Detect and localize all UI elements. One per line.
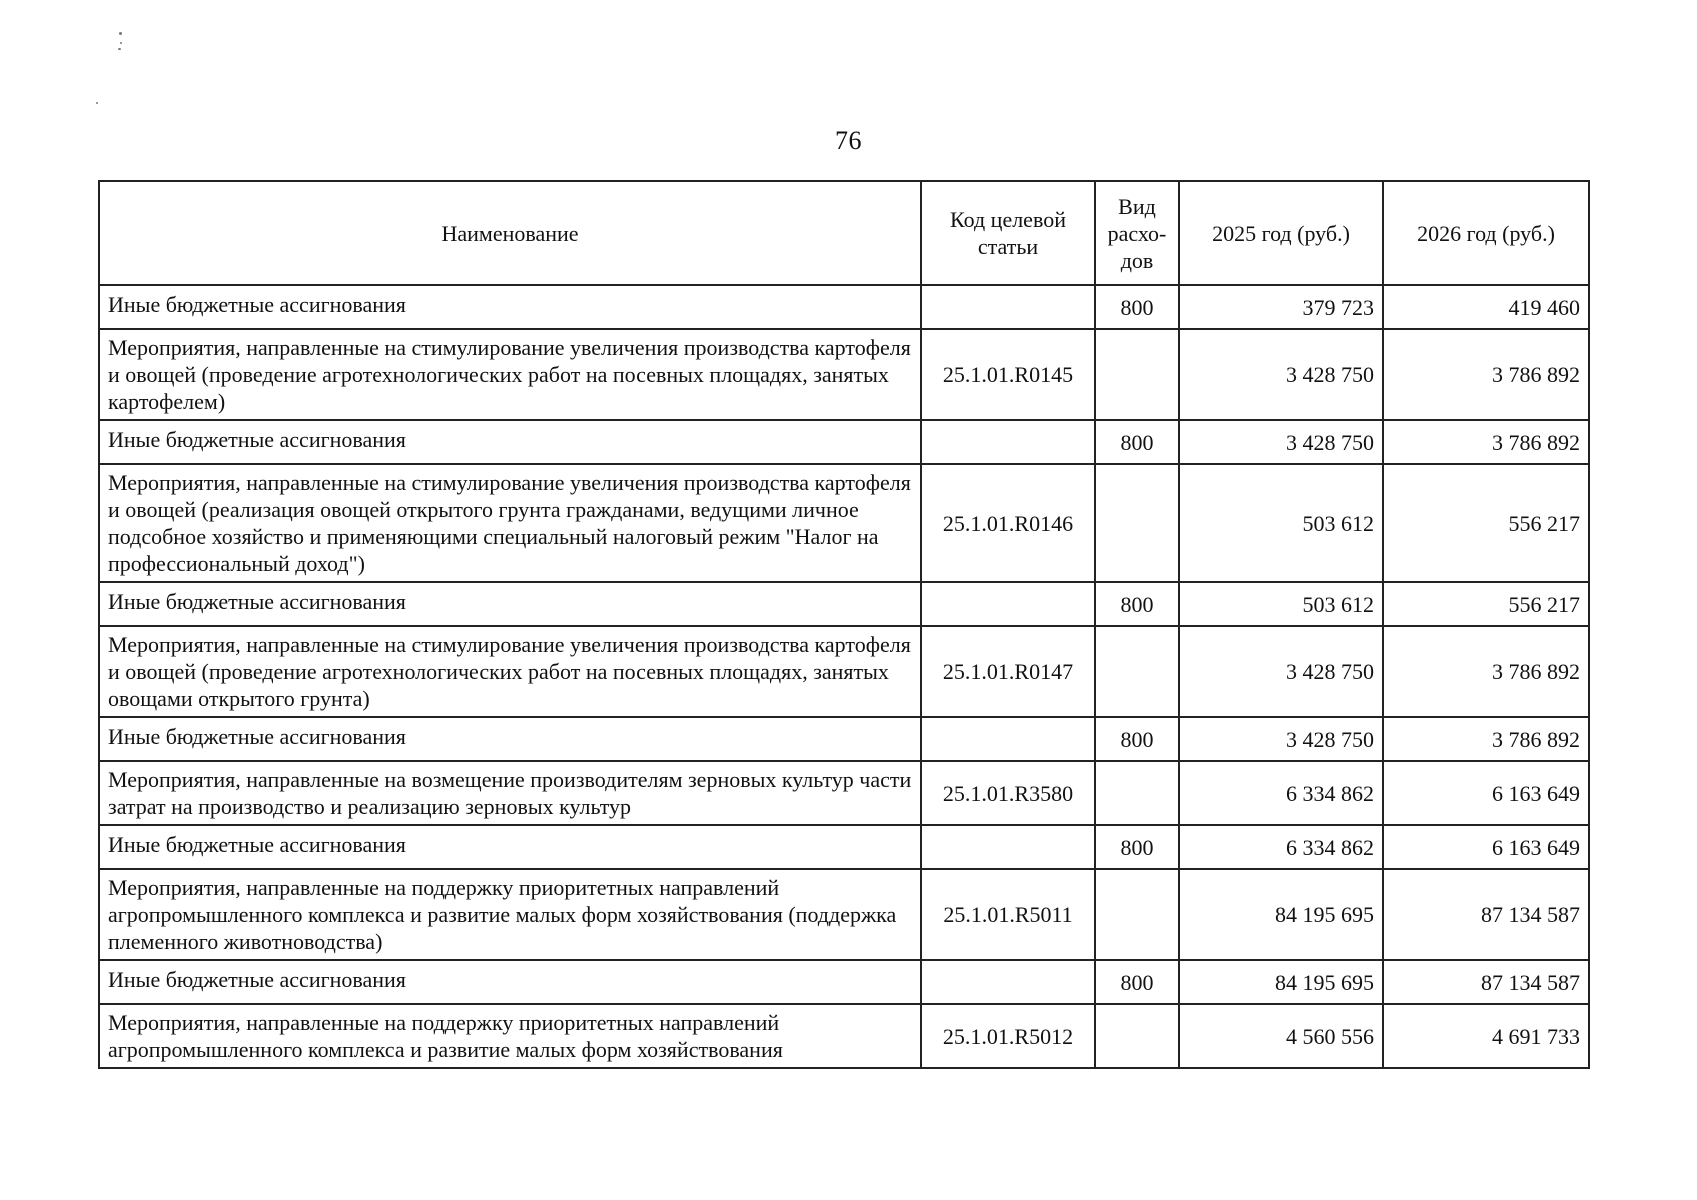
cell-2025: 3 428 750	[1179, 420, 1383, 464]
cell-code	[921, 825, 1095, 869]
scan-specks	[118, 30, 128, 110]
cell-name: Мероприятия, направленные на поддержку приоритетных направлений агропромышленного комплекса и развитие малых форм хозяйствования	[99, 1004, 921, 1068]
cell-2025: 503 612	[1179, 582, 1383, 626]
cell-2025: 6 334 862	[1179, 761, 1383, 825]
cell-code: 25.1.01.R0145	[921, 329, 1095, 420]
table-row	[99, 717, 1589, 761]
header-2025: 2025 год (руб.)	[1179, 181, 1383, 285]
cell-2026: 6 163 649	[1383, 825, 1589, 869]
table-row	[99, 1004, 1589, 1068]
header-code: Код целевой статьи	[921, 181, 1095, 285]
cell-code: 25.1.01.R3580	[921, 761, 1095, 825]
cell-2026: 87 134 587	[1383, 960, 1589, 1004]
cell-expense-type: 800	[1095, 717, 1179, 761]
cell-2026: 3 786 892	[1383, 329, 1589, 420]
cell-name: Мероприятия, направленные на поддержку приоритетных направлений агропромышленного комплекса и развитие малых форм хозяйствования (поддержка племенного животноводства)	[99, 869, 921, 960]
page-number: 76	[835, 126, 862, 155]
cell-expense-type: 800	[1095, 825, 1179, 869]
table-body	[99, 285, 1589, 1068]
cell-name: Мероприятия, направленные на стимулирование увеличения производства картофеля и овощей (реализация овощей открытого грунта гражданами, ведущими личное подсобное хозяйство и применяющими специальный налоговый режим "Налог на профессиональный доход")	[99, 464, 921, 582]
cell-expense-type: 800	[1095, 960, 1179, 1004]
cell-code	[921, 420, 1095, 464]
cell-code: 25.1.01.R5011	[921, 869, 1095, 960]
cell-2026: 87 134 587	[1383, 869, 1589, 960]
cell-expense-type	[1095, 626, 1179, 717]
cell-expense-type: 800	[1095, 285, 1179, 329]
table-row	[99, 869, 1589, 960]
table-row	[99, 285, 1589, 329]
cell-2025: 3 428 750	[1179, 329, 1383, 420]
cell-code	[921, 960, 1095, 1004]
cell-code: 25.1.01.R5012	[921, 1004, 1095, 1068]
cell-code	[921, 582, 1095, 626]
cell-expense-type	[1095, 869, 1179, 960]
table-row	[99, 825, 1589, 869]
cell-name: Иные бюджетные ассигнования	[99, 960, 921, 1004]
header-expense-type: Вид расхо-дов	[1095, 181, 1179, 285]
cell-2026: 556 217	[1383, 582, 1589, 626]
cell-name: Иные бюджетные ассигнования	[99, 717, 921, 761]
cell-expense-type	[1095, 1004, 1179, 1068]
cell-2025: 3 428 750	[1179, 717, 1383, 761]
table-header	[99, 181, 1589, 285]
header-2026: 2026 год (руб.)	[1383, 181, 1589, 285]
cell-2025: 4 560 556	[1179, 1004, 1383, 1068]
header-name: Наименование	[99, 181, 921, 285]
cell-2026: 556 217	[1383, 464, 1589, 582]
cell-name: Мероприятия, направленные на возмещение производителям зерновых культур части затрат на производство и реализацию зерновых культур	[99, 761, 921, 825]
header-row	[99, 181, 1589, 285]
cell-2026: 6 163 649	[1383, 761, 1589, 825]
cell-expense-type	[1095, 464, 1179, 582]
cell-2025: 3 428 750	[1179, 626, 1383, 717]
cell-code: 25.1.01.R0146	[921, 464, 1095, 582]
cell-2025: 503 612	[1179, 464, 1383, 582]
cell-name: Иные бюджетные ассигнования	[99, 420, 921, 464]
cell-expense-type	[1095, 329, 1179, 420]
cell-expense-type	[1095, 761, 1179, 825]
cell-2025: 84 195 695	[1179, 960, 1383, 1004]
cell-name: Иные бюджетные ассигнования	[99, 285, 921, 329]
cell-expense-type: 800	[1095, 420, 1179, 464]
table-row	[99, 582, 1589, 626]
table-row	[99, 329, 1589, 420]
table-row	[99, 464, 1589, 582]
budget-table	[98, 180, 1590, 1069]
cell-name: Мероприятия, направленные на стимулирование увеличения производства картофеля и овощей (проведение агротехнологических работ на посевных площадях, занятых овощами открытого грунта)	[99, 626, 921, 717]
cell-2026: 3 786 892	[1383, 420, 1589, 464]
table-row	[99, 960, 1589, 1004]
cell-2025: 379 723	[1179, 285, 1383, 329]
cell-2025: 6 334 862	[1179, 825, 1383, 869]
table-row	[99, 420, 1589, 464]
cell-code: 25.1.01.R0147	[921, 626, 1095, 717]
cell-2025: 84 195 695	[1179, 869, 1383, 960]
cell-name: Иные бюджетные ассигнования	[99, 825, 921, 869]
cell-name: Мероприятия, направленные на стимулирование увеличения производства картофеля и овощей (проведение агротехнологических работ на посевных площадях, занятых картофелем)	[99, 329, 921, 420]
cell-expense-type: 800	[1095, 582, 1179, 626]
table-row	[99, 626, 1589, 717]
table-row	[99, 761, 1589, 825]
cell-code	[921, 285, 1095, 329]
cell-2026: 4 691 733	[1383, 1004, 1589, 1068]
cell-2026: 3 786 892	[1383, 626, 1589, 717]
cell-code	[921, 717, 1095, 761]
cell-name: Иные бюджетные ассигнования	[99, 582, 921, 626]
cell-2026: 419 460	[1383, 285, 1589, 329]
cell-2026: 3 786 892	[1383, 717, 1589, 761]
